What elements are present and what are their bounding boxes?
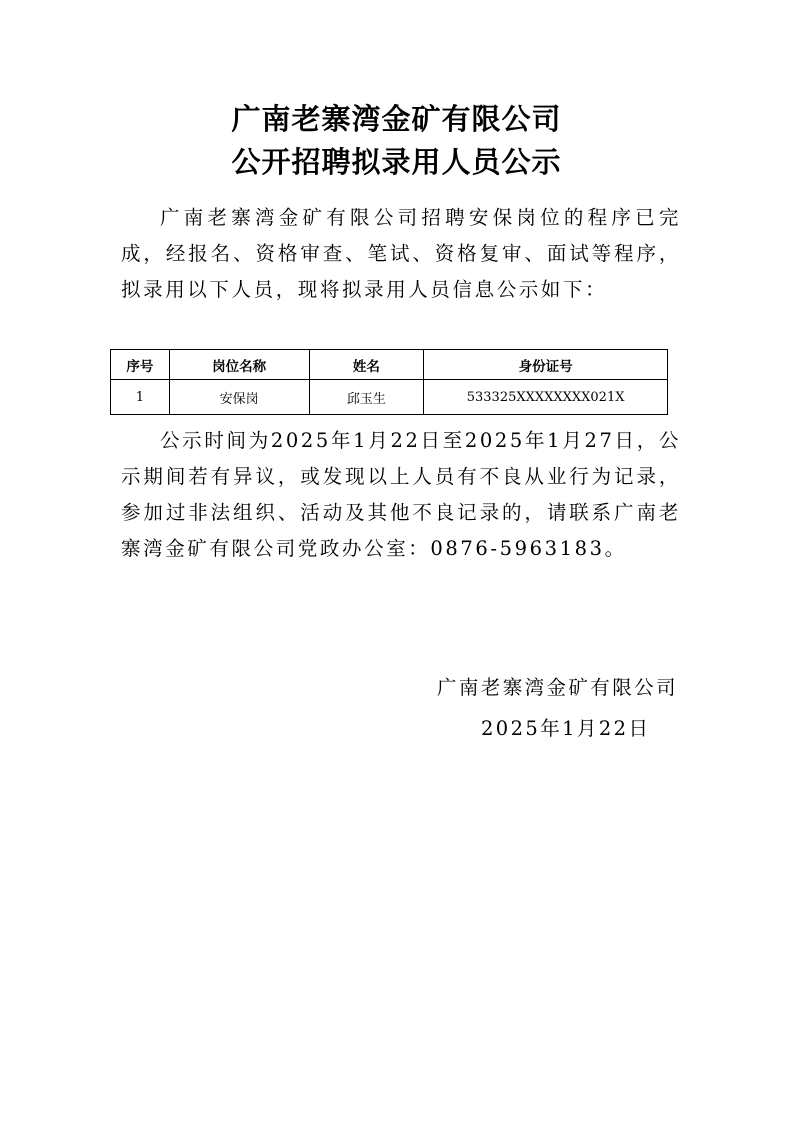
notice-paragraph: 公示时间为2025年1月22日至2025年1月27日，公示期间若有异议，或发现以上人员有不良从业行为记录，参加过非法组织、活动及其他不良记录的，请联系广南老寨湾金矿有限公司党政办公室：0876-5963183。 (121, 429, 681, 560)
candidate-table (110, 349, 668, 415)
table-row (111, 380, 668, 415)
header-serial-number: 序号 (111, 350, 170, 380)
cell-name: 邱玉生 (309, 380, 424, 415)
table-header-row (111, 350, 668, 380)
cell-id-number: 533325XXXXXXXX021X (424, 380, 668, 415)
signature-company: 广南老寨湾金矿有限公司 (437, 676, 678, 699)
header-position-name: 岗位名称 (169, 350, 309, 380)
document-title-line2: 公开招聘拟录用人员公示 (231, 145, 562, 179)
signature-date: 2025年1月22日 (481, 717, 651, 740)
header-name: 姓名 (309, 350, 424, 380)
cell-position-name: 安保岗 (169, 380, 309, 415)
cell-serial-number: 1 (111, 380, 170, 415)
intro-paragraph: 广南老寨湾金矿有限公司招聘安保岗位的程序已完成，经报名、资格审查、笔试、资格复审、面试等程序，拟录用以下人员，现将拟录用人员信息公示如下： (121, 206, 681, 301)
header-id-number: 身份证号 (424, 350, 668, 380)
document-title-line1: 广南老寨湾金矿有限公司 (231, 102, 562, 136)
